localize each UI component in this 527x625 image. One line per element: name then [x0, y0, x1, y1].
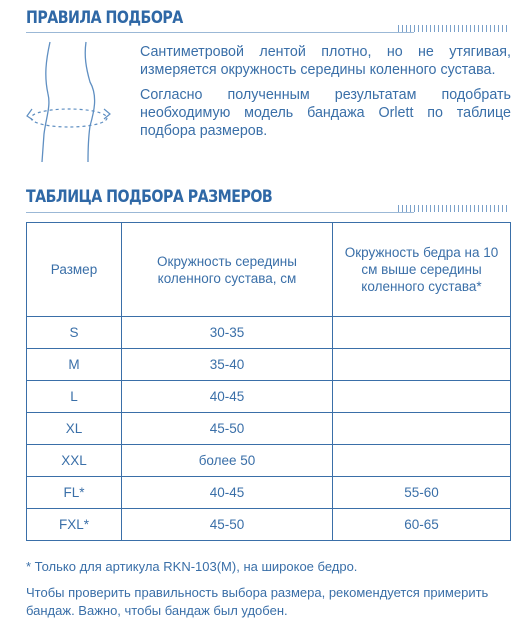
cell-size: S	[27, 317, 122, 349]
table-row	[27, 317, 511, 349]
table-row	[27, 349, 511, 381]
cell-size: FL*	[27, 477, 122, 509]
knee-measurement-icon	[24, 38, 124, 166]
cell-thigh	[333, 349, 511, 381]
cell-thigh	[333, 381, 511, 413]
cell-size: XXL	[27, 445, 122, 477]
table-header-row	[27, 223, 511, 317]
heading-rule-ticks	[398, 205, 510, 212]
rules-heading: ПРАВИЛА ПОДБОРА	[26, 8, 183, 27]
footnote-fitting-advice: Чтобы проверить правильность выбора размера, рекомендуется примерить бандаж. Важно, чтобы бандаж был удобен.	[26, 585, 489, 618]
cell-size: L	[27, 381, 122, 413]
heading-rule-line	[26, 212, 414, 213]
table-row	[27, 445, 511, 477]
cell-knee: 30-35	[122, 317, 333, 349]
heading-rule-ticks	[398, 25, 510, 32]
size-table	[26, 222, 511, 541]
cell-thigh	[333, 317, 511, 349]
table-row	[27, 477, 511, 509]
cell-size: FXL*	[27, 509, 122, 541]
size-table-heading: ТАБЛИЦА ПОДБОРА РАЗМЕРОВ	[26, 187, 273, 206]
cell-knee: 45-50	[122, 509, 333, 541]
header-size: Размер	[27, 223, 122, 317]
cell-thigh: 60-65	[333, 509, 511, 541]
header-thigh-circumference: Окружность бедра на 10 см выше середины коленного сустава*	[333, 223, 511, 317]
cell-thigh	[333, 445, 511, 477]
header-knee-circumference: Окружность середины коленного сустава, см	[122, 223, 333, 317]
cell-knee: 45-50	[122, 413, 333, 445]
heading-rule-line	[26, 32, 414, 33]
cell-knee: 35-40	[122, 349, 333, 381]
rules-paragraph-select: Согласно полученным результатам подобрать необходимую модель бандажа Orlett по таблице подбора размеров.	[140, 87, 511, 139]
cell-size: M	[27, 349, 122, 381]
cell-thigh	[333, 413, 511, 445]
cell-knee: более 50	[122, 445, 333, 477]
table-row	[27, 413, 511, 445]
table-row	[27, 381, 511, 413]
cell-size: XL	[27, 413, 122, 445]
rules-paragraph-measure: Сантиметровой лентой плотно, но не утягивая, измеряется окружность середины коленного сустава.	[140, 44, 511, 78]
footnote-thigh-model: * Только для артикула RKN-103(M), на широкое бедро.	[26, 559, 358, 574]
table-row	[27, 509, 511, 541]
cell-knee: 40-45	[122, 477, 333, 509]
cell-knee: 40-45	[122, 381, 333, 413]
cell-thigh: 55-60	[333, 477, 511, 509]
